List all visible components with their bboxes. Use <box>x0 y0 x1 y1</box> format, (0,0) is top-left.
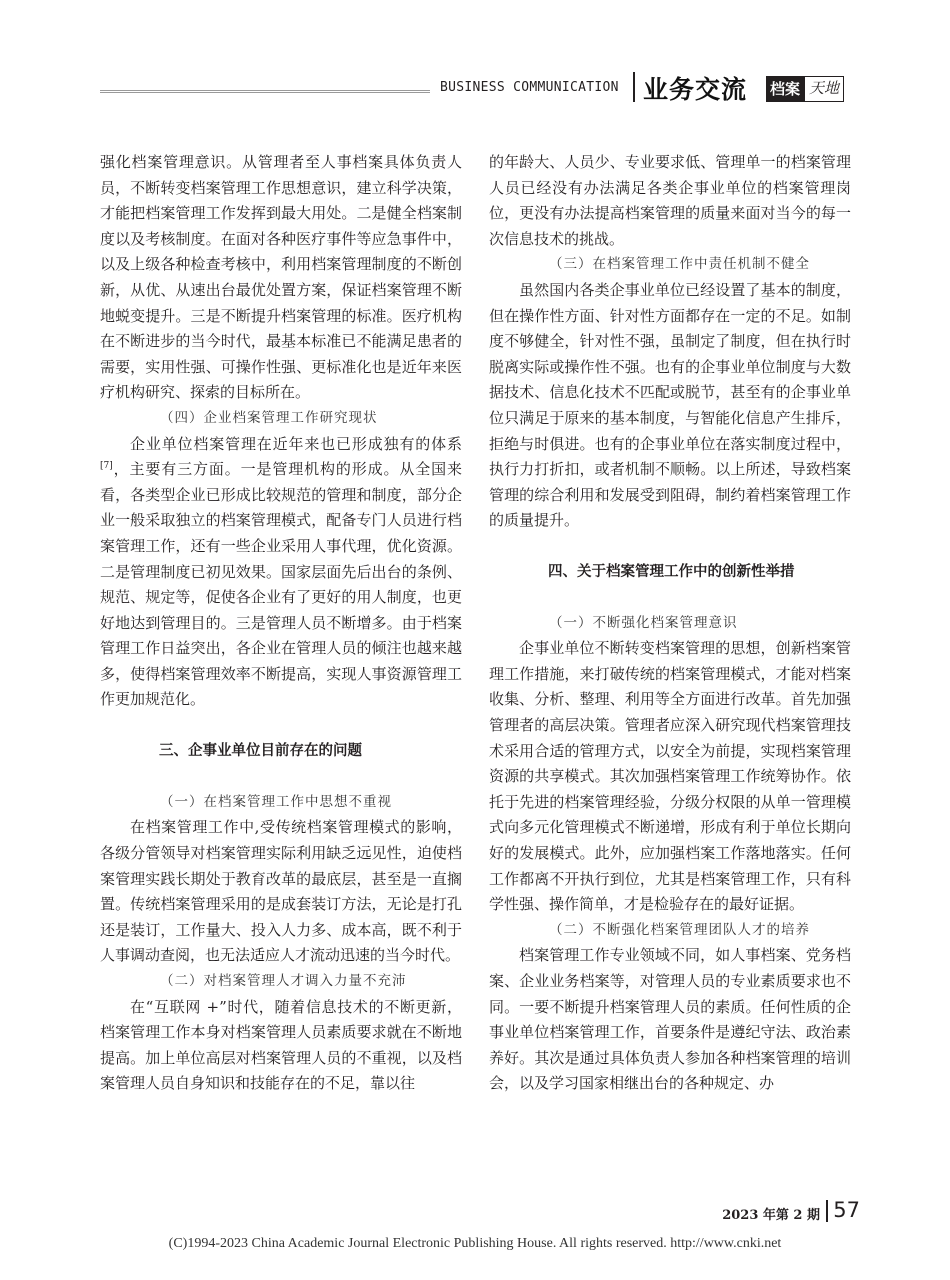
logo-dark-part: 档案 <box>766 76 804 102</box>
copyright-line: (C)1994-2023 China Academic Journal Electronic Publishing House. All rights reserved. http://www.cnki.net <box>168 1236 782 1251</box>
paragraph: 虽然国内各类企事业单位已经设置了基本的制度，但在操作性方面、针对性方面都存在一定的不足。如制度不够健全，针对性不强，虽制定了制度，但在执行时脱离实际或操作性不强。也有的企事业单位制度与大数据技术、信息化技术不匹配或脱节，甚至有的企事业单位只满足于原来的基本制度，与智能化信息产生排斥，拒绝与时俱进。也有的企事业单位在落实制度过程中，执行力打折扣，或者机制不顺畅。以上所述，导致档案管理的综合利用和发展受到阻碍，制约着档案管理工作的质量提升。 <box>489 280 851 530</box>
section-heading: 三、企事业单位目前存在的问题 <box>159 742 362 759</box>
header-divider <box>633 72 635 102</box>
subsection-heading: （三）在档案管理工作中责任机制不健全 <box>549 256 810 273</box>
paragraph: 的年龄大、人员少、专业要求低、管理单一的档案管理人员已经没有办法满足各类企事业单位的档案管理岗位，更没有办法提高档案管理的质量来面对当今的每一次信息技术的挑战。 <box>489 153 851 248</box>
paragraph: 档案管理工作专业领域不同，如人事档案、党务档案、企业业务档案等，对管理人员的专业素质要求也不同。一要不断提升档案管理人员的素质。任何性质的企事业单位档案管理工作，首要条件是遵纪守法、政治素养好。其次是通过具体负责人参加各种档案管理的培训会，以及学习国家相继出台的各种规定、办 <box>489 946 851 1093</box>
subsection-heading: （二）不断强化档案管理团队人才的培养 <box>549 921 810 938</box>
subsection-heading: （二）对档案管理人才调入力量不充沛 <box>160 973 407 989</box>
right-column <box>489 150 851 1097</box>
header-chinese-title: 业务交流 <box>643 75 748 104</box>
paragraph: 企事业单位不断转变档案管理的思想，创新档案管理工作措施，来打破传统的档案管理模式，才能对档案收集、分析、整理、利用等全方面进行改革。首先加强管理者的高层决策。管理者应深入研究现代档案管理技术采用合适的管理方式，以安全为前提，实现档案管理资源的共享模式。其次加强档案管理工作统筹协作。依托于先进的档案管理经验，分级分权限的从单一管理模式向多元化管理模式不断递增，形成有利于单位长期向好的发展模式。此外，应加强档案工作落地落实。任何工作都离不开执行到位，尤其是档案管理工作，只有科学性强、操作简单，才是检验存在的最好证据。 <box>489 639 851 914</box>
logo-light-part: 天地 <box>804 76 844 102</box>
paragraph-text: 企业单位档案管理在近年来也已形成独有的体系 <box>130 434 462 453</box>
issue-label: 2023 年第 2 期 <box>722 1208 820 1223</box>
journal-logo <box>766 76 850 102</box>
page-footer <box>600 1196 860 1226</box>
section-heading: 四、关于档案管理工作中的创新性举措 <box>548 563 795 580</box>
paragraph: 在档案管理工作中,受传统档案管理模式的影响，各级分管领导对档案管理实际利用缺乏远见性，迫使档案管理实践长期处于教育改革的最底层，甚至是一直搁置。传统档案管理采用的是成套装订方法，无论是打孔还是装订，工作量大、投入人力多、成本高，既不利于人事调动查阅，也无法适应人才流动迅速的当今时代。 <box>100 818 462 965</box>
footer-divider <box>826 1200 828 1222</box>
citation-ref: [7] <box>100 461 113 472</box>
subsection-heading: （一）不断强化档案管理意识 <box>549 614 738 631</box>
paragraph: 强化档案管理意识。从管理者至人事档案具体负责人员，不断转变档案管理工作思想意识，建立科学决策，才能把档案管理工作发挥到最大用处。二是健全档案制度以及考核制度。在面对各种医疗事件等应急事件中，以及上级各种检查考核中，利用档案管理制度的不断创新，从优、从速出台最优处置方案，保证档案管理不断地蜕变提升。三是不断提升档案管理的标准。医疗机构在不断进步的当今时代，最基本标准已不能满足患者的需要，实用性强、可操作性强、更标准化也是近年来医疗机构研究、探索的目标所在。 <box>100 153 462 402</box>
header-rule <box>100 90 430 93</box>
subsection-heading: （四）企业档案管理工作研究现状 <box>160 409 378 426</box>
subsection-heading: （一）在档案管理工作中思想不重视 <box>160 793 392 810</box>
running-header <box>100 66 850 106</box>
header-english-title: BUSINESS COMMUNICATION <box>440 80 619 95</box>
left-column <box>100 150 462 1097</box>
page-number: 57 <box>833 1198 860 1222</box>
paragraph: 在“互联网 +”时代，随着信息技术的不断更新，档案管理工作本身对档案管理人员素质要求就在不断地提高。加上单位高层对档案管理人员的不重视，以及档案管理人员自身知识和技能存在的不足，靠以往 <box>100 997 462 1093</box>
paragraph <box>100 432 462 714</box>
paragraph-text: ，主要有三方面。一是管理机构的形成。从全国来看，各类型企业已形成比较规范的管理和制度，部分企业一般采取独立的档案管理模式，配备专门人员进行档案管理工作，还有一些企业采用人事代理，优化资源。二是管理制度已初见效果。国家层面先后出台的条例、规范、规定等，促使各企业有了更好的用人制度，也更好地达到管理目的。三是管理人员不断增多。由于档案管理工作日益突出，各企业在管理人员的倾注也越来越多，使得档案管理效率不断提高，实现人事资源管理工作更加规范化。 <box>100 460 462 709</box>
